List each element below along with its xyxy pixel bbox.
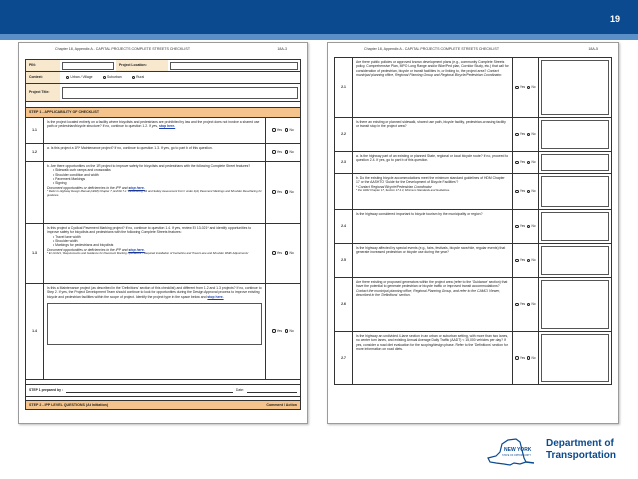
question-row: [335, 210, 611, 244]
question-row: [26, 284, 300, 380]
no-radio[interactable]: No: [527, 85, 535, 89]
radio-icon: [132, 76, 135, 79]
yes-no-group: [513, 152, 539, 173]
yes-no-group: [513, 118, 539, 151]
radio-icon: [527, 303, 530, 306]
yes-radio[interactable]: Yes: [515, 132, 525, 136]
comment-input[interactable]: [541, 154, 609, 171]
yes-no-group: [513, 244, 539, 277]
yes-no-group: [266, 144, 300, 161]
radio-icon: [272, 128, 275, 131]
question-text: Is the project located entirely on a facility where bicyclists and pedestrians are prohibited by law and the project does not involve a shared use path or pedestrian/bicycle structure? If no, continue to question 1.2. If yes, stop here.: [44, 118, 266, 143]
project-title-input[interactable]: [62, 87, 298, 99]
no-radio[interactable]: No: [527, 160, 535, 164]
bullet-item: • Pavement Markings: [53, 176, 86, 181]
new-york-state-map-icon: [486, 436, 536, 470]
project-title-row: [26, 84, 300, 102]
context-option-urban[interactable]: Urban / Village: [66, 75, 93, 79]
yes-radio[interactable]: Yes: [272, 329, 282, 333]
radio-icon: [527, 259, 530, 262]
yes-radio[interactable]: Yes: [515, 356, 525, 360]
yes-no-group: [513, 332, 539, 384]
state-name: NEW YORK: [504, 447, 532, 453]
radio-icon: [515, 303, 518, 306]
question-number: 2.5: [335, 244, 353, 277]
no-radio[interactable]: No: [285, 150, 294, 154]
comment-input[interactable]: [541, 176, 609, 207]
question-row: [335, 174, 611, 210]
yes-no-group: [513, 278, 539, 331]
context-label: Context:: [26, 72, 60, 83]
question-number: 1.3: [26, 224, 44, 283]
step2-title: STEP 2 - IPP LEVEL QUESTIONS (At Initiation): [29, 402, 109, 407]
question-row: [335, 278, 611, 332]
question-row: [335, 332, 611, 384]
yes-radio[interactable]: Yes: [515, 85, 525, 89]
header-stripe: [0, 34, 638, 40]
radio-icon: [515, 225, 518, 228]
yes-no-group: [513, 210, 539, 243]
question-row: [26, 162, 300, 224]
question-number: 1.4: [26, 284, 44, 379]
yes-no-group: [266, 224, 300, 283]
yes-radio[interactable]: Yes: [272, 251, 282, 255]
checklist-page-right: [327, 42, 619, 424]
question-row: [26, 224, 300, 284]
bullet-item: • Markings for pedestrians and bicyclists: [53, 243, 114, 248]
question-text: a. Is the highway part of an existing or planned State, regional or local bicycle route? If no, proceed to question 2.4. If yes, go to part b of this question.: [353, 152, 513, 173]
pin-label: PIN:: [26, 60, 60, 71]
stop-here-link[interactable]: stop here.: [128, 247, 145, 252]
bullet-item: • Shoulder condition and width: [53, 172, 99, 177]
no-radio[interactable]: No: [527, 258, 535, 262]
question-number: 1.1: [26, 118, 44, 143]
radio-icon: [527, 86, 530, 89]
yes-radio[interactable]: Yes: [272, 190, 282, 194]
question-text: Are there public policies or approved known development plans (e.g., community Complete Streets policy, Comprehensive Plan, MPO Long Range and/or Bike/Ped plan, Corridor Study, etc.) that call for consideration of pedestrian, bicycle or transit facilities in, or linking to, the project area? Contact municipal planning office, Regional Planning Group and Regional Bicycle/Pedestrian Coordinator.: [353, 58, 513, 117]
checklist-form: [25, 59, 301, 410]
radio-icon: [285, 329, 288, 332]
radio-icon: [515, 133, 518, 136]
question-text: Is this a Maintenance project (as described in the 'Definitions' section of this checklist) and different from 1.2 and 1.3 projects? If no, continue to Step 2. If yes, the Project Development Team should continue to look for opportunities during the Design Approval process to improve existing bicycle and pedestrian facilities within the scope of project. Identify the project type in the space below and stop here.: [44, 284, 266, 379]
yes-radio[interactable]: Yes: [272, 128, 282, 132]
project-type-input[interactable]: [47, 303, 262, 345]
step1-title: STEP 1 - APPLICABILITY OF CHECKLIST: [26, 108, 300, 117]
bullet-item: • Sidewalk curb ramps and crosswalks: [53, 168, 111, 173]
radio-icon: [285, 251, 288, 254]
no-radio[interactable]: No: [285, 190, 294, 194]
question-text: Are there existing or proposed generators within the project area (refer to the 'Guidance' section) that have the potential to generate pedestrian or bicycle traffic or improved transit accommodations? Contact the municipal planning office, Regional Planning Group, and refer to the CAMCI Viewer, described in the 'Definitions' section.: [353, 278, 513, 331]
question-text: Is the highway considered important to bicycle tourism by the municipality or region?: [353, 210, 513, 243]
prepared-by-row: [26, 385, 300, 397]
no-radio[interactable]: No: [527, 132, 535, 136]
question-row: [335, 118, 611, 152]
yes-no-group: [266, 118, 300, 143]
project-location-input[interactable]: [170, 62, 298, 70]
context-row: [26, 72, 300, 84]
radio-icon: [515, 259, 518, 262]
question-text: Is this project a Cyclical Pavement Marking project? If no, continue to question 1.4. If yes, review EI 13-021* and identify opportunities to improve safety for bicyclists and pedestrians with the following Complete Streets features: • Travel lane width • Shoulder width • Markings for pedestrians and bicyclists Document opportunities or deficiencies in the IPP and stop here. * EI 13-021, 'Requirements and Guidance for Pavement Marking Operations - Required installation of Centerline and Travel Lane and Shoulder Width Adjustments': [44, 224, 266, 283]
step2-header: [26, 401, 300, 410]
yes-radio[interactable]: Yes: [515, 224, 525, 228]
question-number: 2.4: [335, 210, 353, 243]
comment-input[interactable]: [541, 334, 609, 382]
question-number: 2.1: [335, 58, 353, 117]
page-header-title: Chapter 18, Appendix A - CAPITAL PROJECTS COMPLETE STREETS CHECKLIST: [55, 47, 191, 51]
radio-icon: [527, 161, 530, 164]
question-number: 2.6: [335, 278, 353, 331]
yes-radio[interactable]: Yes: [272, 150, 282, 154]
yes-no-group: [266, 162, 300, 223]
radio-icon: [515, 161, 518, 164]
question-row: [335, 244, 611, 278]
question-row: [26, 118, 300, 144]
yes-no-group: [266, 284, 300, 379]
comment-input[interactable]: [541, 246, 609, 275]
question-text: Is there an existing or planned sidewalk, shared use path, bicycle facility, pedestrian-crossing facility or transit stop in the project area?: [353, 118, 513, 151]
no-radio[interactable]: No: [527, 302, 535, 306]
pin-input[interactable]: [62, 62, 114, 70]
slide-page-number: 19: [609, 14, 620, 24]
radio-icon: [66, 76, 69, 79]
slide-header-bar: [0, 0, 638, 40]
footnote: * EI 13-021, 'Requirements and Guidance for Pavement Marking Operations - Required installation of Centerline and Travel Lane and Shoulder Width Adjustments': [47, 251, 249, 256]
stop-here-link[interactable]: stop here.: [207, 294, 224, 299]
question-text: a. Is this project a 1R* Maintenance project? If no, continue to question 1.3. If yes, go to part b of this question.: [44, 144, 266, 161]
radio-icon: [103, 76, 106, 79]
radio-icon: [285, 128, 288, 131]
context-option-rural[interactable]: Rural: [132, 75, 145, 79]
comment-action-header: Comment / Action: [266, 402, 297, 407]
nysdot-logo: [486, 434, 636, 472]
question-row: [335, 152, 611, 174]
comment-input[interactable]: [541, 120, 609, 149]
department-name: Department of Transportation: [546, 438, 617, 461]
no-radio[interactable]: No: [527, 224, 535, 228]
page-header-title: Chapter 18, Appendix A - CAPITAL PROJECTS COMPLETE STREETS CHECKLIST: [364, 47, 500, 51]
question-text: b. Are there opportunities on the 1R project to improve safety for bicyclists and pedestrians with the following Complete Street features? • Sidewalk curb ramps and crosswalks • Shoulder condition and width • Pavement Markings • Signing Document opportunities or deficiencies in the IPP and stop here. * Refer to Highway Design Manual (HDM) Chapter 7, Exhibit 7-1 'Resurfacing 1R and Safety Assessment Form' under 4(A) Pavement Markings and Shoulder Resurfacing for guidance.: [44, 162, 266, 223]
radio-icon: [272, 190, 275, 193]
step1-header: [26, 108, 300, 118]
context-option-suburban[interactable]: Suburban: [103, 75, 122, 79]
footnote: * Refer to Highway Design Manual (HDM) Chapter 7, Exhibit 7-1 'Resurfacing 1R and Safety Assessment Form' under 4(A) Pavement Markings and Shoulder Resurfacing for guidance.: [47, 189, 262, 197]
radio-icon: [285, 190, 288, 193]
yes-radio[interactable]: Yes: [515, 258, 525, 262]
question-text: Is the highway affected by special events (e.g., fairs, festivals, bicycle race/ride, regular events) that generate increased pedestrian or bicycle use during the year?: [353, 244, 513, 277]
state-tagline: STATE OF OPPORTUNITY: [502, 454, 532, 457]
bullet-item: • Signing: [53, 181, 67, 186]
question-row: [335, 58, 611, 118]
radio-icon: [272, 251, 275, 254]
question-number: 2.2: [335, 118, 353, 151]
question-row: [26, 144, 300, 162]
question-number: 2.7: [335, 332, 353, 384]
yes-radio[interactable]: Yes: [515, 189, 525, 193]
page-header-number: 18A-3: [277, 47, 287, 51]
checklist-page-left: [18, 42, 308, 424]
prepared-by-input[interactable]: [66, 387, 233, 393]
yes-radio[interactable]: Yes: [515, 160, 525, 164]
comment-input[interactable]: [541, 212, 609, 241]
yes-no-group: [513, 58, 539, 117]
date-input[interactable]: [247, 387, 297, 393]
project-location-label: Project Location:: [116, 60, 168, 71]
radio-icon: [527, 225, 530, 228]
checklist-form: [334, 57, 612, 385]
radio-icon: [272, 150, 275, 153]
no-radio[interactable]: No: [527, 356, 535, 360]
bullet-item: • Travel lane width: [53, 234, 81, 239]
question-number: 1.2: [26, 144, 44, 161]
no-radio[interactable]: No: [285, 329, 294, 333]
no-radio[interactable]: No: [527, 189, 535, 193]
footnote: * Per HDM Chapter 17, Section 17.4.3, Minimum Standards and Guidelines.: [356, 188, 451, 193]
comment-input[interactable]: [541, 280, 609, 329]
yes-radio[interactable]: Yes: [515, 302, 525, 306]
page-header-number: 18A-5: [588, 47, 598, 51]
yes-no-group: [513, 174, 539, 209]
bullet-item: • Shoulder width: [53, 238, 78, 243]
no-radio[interactable]: No: [285, 251, 294, 255]
radio-icon: [515, 86, 518, 89]
prepared-by-label: STEP 1 prepared by :: [29, 387, 64, 392]
question-text: Is the highway an undivided 4-lane section in an urban or suburban setting, with more than two lanes, no center turn lanes, and existing Annual Average Daily Traffic (AADT) < 15,000 vehicles per day? If yes, consider a road diet evaluation for the scoping/design phase. Refer to the 'Definitions' section for more information on road diets.: [353, 332, 513, 384]
comment-input[interactable]: [541, 60, 609, 115]
radio-icon: [527, 356, 530, 359]
radio-icon: [527, 190, 530, 193]
project-title-label: Project Title:: [26, 84, 60, 101]
radio-icon: [515, 190, 518, 193]
radio-icon: [285, 150, 288, 153]
stop-here-link[interactable]: stop here.: [128, 185, 145, 190]
stop-here-link[interactable]: stop here.: [158, 124, 176, 129]
pin-row: [26, 60, 300, 72]
radio-icon: [272, 329, 275, 332]
date-label: Date:: [235, 387, 244, 392]
question-number: 2.3: [335, 152, 353, 173]
radio-icon: [515, 356, 518, 359]
question-text: b. Do the existing bicycle accommodations meet the minimum standard guidelines of HDM Chapter 17 or the AASHTO 'Guide for the Development of Bicycle Facilities'? * Contact Regional Bicycle/Pedestrian Coordinator * Per HDM Chapter 17, Section 17.4.3, Minimum Standards and Guidelines.: [353, 174, 513, 209]
radio-icon: [527, 133, 530, 136]
no-radio[interactable]: No: [285, 128, 294, 132]
